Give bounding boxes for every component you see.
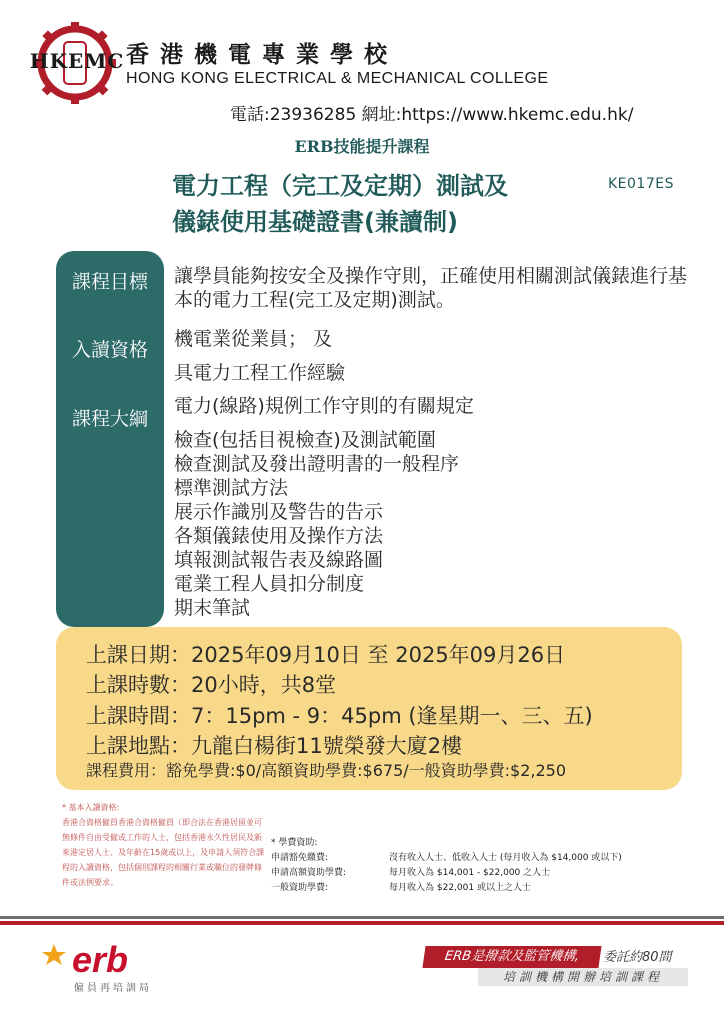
objective-text: 讓學員能夠按安全及操作守則，正確使用相關測試儀錶進行基本的電力工程(完工及定期)測試。 — [174, 265, 688, 311]
fee-row-value: 每月收入為 $14,001 - $22,000 之人士 — [389, 868, 551, 878]
fee-note-title: * 學費資助: — [271, 838, 318, 848]
fee-subsidy-note — [271, 836, 691, 896]
course-title — [172, 168, 508, 240]
outline-item: 填報測試報告表及線路圖 — [174, 549, 384, 571]
outline-label: 課程大綱 — [71, 408, 148, 430]
entrust-subtext: 培訓機構開辦培訓課程 — [478, 968, 688, 986]
erb-role-banner: ERB是撥款及監管機構, — [422, 946, 601, 968]
school-name-zh: 香港機電專業學校 — [126, 41, 398, 68]
schedule-time: 上課時間：7：15pm - 9：45pm (逢星期一、三、五) — [86, 704, 593, 728]
schedule-dates: 上課日期：2025年09月10日 至 2025年09月26日 — [86, 643, 566, 667]
contact-info[interactable]: 電話:23936285 網址:https://www.hkemc.edu.hk/ — [230, 105, 634, 125]
objective-label: 課程目標 — [71, 271, 148, 293]
outline-item: 標準測試方法 — [174, 477, 289, 499]
course-category: ERB技能提升課程 — [294, 137, 430, 156]
logo-letters: HKEMC — [29, 49, 125, 73]
course-code: KE017ES — [608, 176, 674, 192]
entry-item: 機電業從業員； 及 — [174, 328, 333, 350]
footer-divider-red — [0, 921, 724, 925]
school-name-en: HONG KONG ELECTRICAL & MECHANICAL COLLEGE — [126, 70, 549, 87]
entry-note-title: * 基本入讀資格: — [62, 803, 120, 812]
course-title-line2: 儀錶使用基礎證書(兼讀制) — [172, 208, 458, 236]
fee-row-key: 申請豁免繳費: — [271, 853, 329, 863]
entrust-text: 委託約80間 — [603, 950, 672, 965]
entry-requirements-note — [62, 800, 268, 890]
fee-row — [271, 851, 691, 866]
outline-item: 各類儀錶使用及操作方法 — [174, 525, 384, 547]
erb-subtitle: 僱員再培訓局 — [74, 983, 152, 994]
schedule-box — [56, 627, 682, 790]
entry-item: 具電力工程工作經驗 — [174, 362, 346, 384]
schedule-hours: 上課時數：20小時，共8堂 — [86, 673, 337, 697]
footer-divider — [0, 916, 724, 919]
entry-note-body: 香港合資格僱員香港合資格僱員（即合法在香港居留並可無條件自由受僱或工作的人士，包括香港永久性居民及新來港定居人士、及年齡在15歲或以上，及申請人須符合課程的入讀資格，包括個別課程的相關行業或職位的發牌條件或法例要求。 — [62, 818, 265, 887]
fee-row — [271, 866, 691, 881]
outline-item: 檢查測試及發出證明書的一般程序 — [174, 453, 460, 475]
outline-item: 電業工程人員扣分制度 — [174, 573, 365, 595]
fee-row-value: 每月收入為 $22,001 或以上之人士 — [389, 883, 531, 893]
fee-row-value: 沒有收入人士、低收入人士 (每月收入為 $14,000 或以下) — [389, 853, 622, 863]
course-title-line1: 電力工程（完工及定期）測試及 — [172, 172, 508, 200]
schedule-fees: 課程費用：豁免學費:$0/高額資助學費:$675/一般資助學費:$2,250 — [86, 761, 567, 780]
section-sidebar — [56, 251, 164, 627]
erb-logo — [34, 934, 174, 984]
outline-item: 電力(線路)規例工作守則的有關規定 — [174, 395, 474, 417]
schedule-venue: 上課地點：九龍白楊街11號榮發大廈2樓 — [86, 734, 463, 758]
outline-item: 檢查(包括目視檢查)及測試範圍 — [174, 429, 436, 451]
fee-row-key: 一般資助學費: — [271, 883, 329, 893]
fee-row-key: 申請高額資助學費: — [271, 868, 347, 878]
outline-item: 展示作識別及警告的告示 — [174, 501, 384, 523]
outline-item: 期末筆試 — [174, 597, 251, 619]
erb-logo-text: erb — [72, 939, 129, 980]
fee-row — [271, 881, 691, 896]
entry-label: 入讀資格 — [71, 339, 148, 361]
